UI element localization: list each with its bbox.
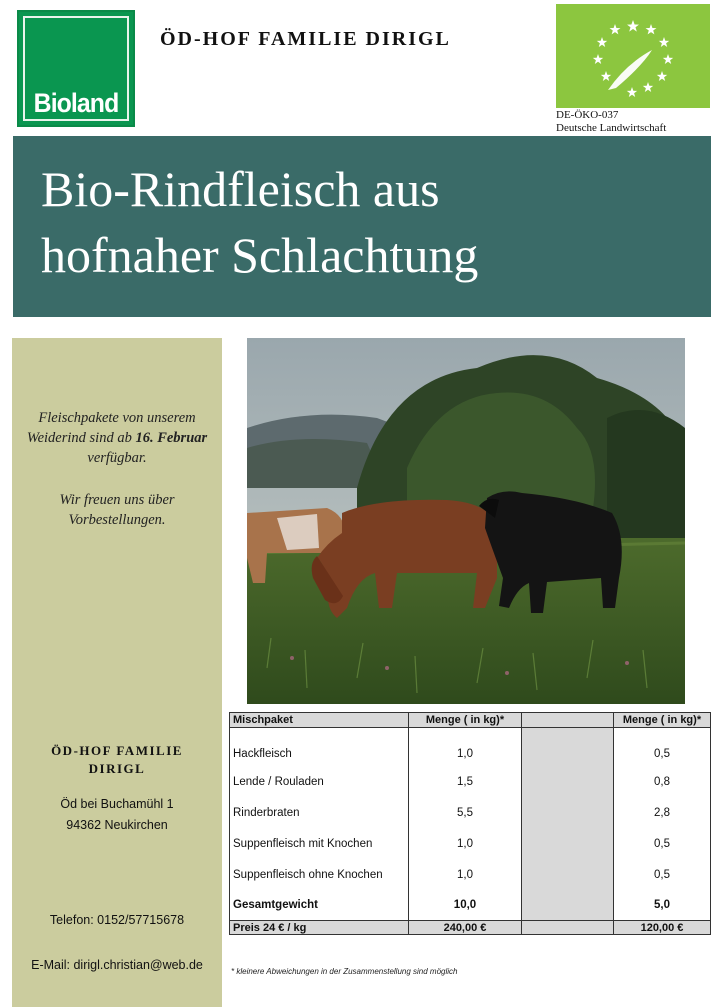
intro-text-end: verfügbar. bbox=[87, 450, 147, 466]
price-label: Preis 24 € / kg bbox=[230, 921, 409, 935]
sidebar-farm-name-line-2: DIRIGL bbox=[88, 761, 146, 776]
table-spacer bbox=[522, 798, 614, 829]
sidebar bbox=[12, 338, 222, 1007]
table-spacer bbox=[522, 860, 614, 891]
item-qty-small: 0,8 bbox=[614, 767, 711, 798]
table-row bbox=[230, 728, 711, 767]
cert-origin: Deutsche Landwirtschaft bbox=[556, 122, 667, 134]
item-qty-small: 0,5 bbox=[614, 728, 711, 767]
item-qty-small: 0,5 bbox=[614, 829, 711, 860]
total-label: Gesamtgewicht bbox=[230, 891, 409, 921]
item-name: Rinderbraten bbox=[230, 798, 409, 829]
item-qty-large: 5,5 bbox=[409, 798, 522, 829]
header-spacer bbox=[522, 713, 614, 728]
table-row bbox=[230, 798, 711, 829]
address-street: Öd bei Buchamühl 1 bbox=[60, 797, 174, 811]
table-row bbox=[230, 829, 711, 860]
headline-banner bbox=[13, 136, 711, 317]
item-name: Hackfleisch bbox=[230, 728, 409, 767]
cert-code: DE-ÖKO-037 bbox=[556, 109, 619, 121]
header-quantity-large: Menge ( in kg)* bbox=[409, 713, 522, 728]
table-spacer bbox=[522, 767, 614, 798]
bioland-logo bbox=[17, 10, 135, 127]
sidebar-farm-name-line-1: ÖD-HOF FAMILIE bbox=[51, 743, 183, 758]
cattle-pasture-image bbox=[247, 338, 685, 704]
meat-package-table bbox=[229, 712, 711, 935]
eu-organic-logo bbox=[556, 4, 710, 108]
total-row bbox=[230, 891, 711, 921]
item-qty-large: 1,5 bbox=[409, 767, 522, 798]
table-row bbox=[230, 767, 711, 798]
item-qty-large: 1,0 bbox=[409, 829, 522, 860]
item-qty-large: 1,0 bbox=[409, 860, 522, 891]
sidebar-farm-name bbox=[20, 742, 214, 778]
total-small: 5,0 bbox=[614, 891, 711, 921]
table-spacer bbox=[522, 728, 614, 767]
price-large: 240,00 € bbox=[409, 921, 522, 935]
preorder-text: Wir freuen uns über Vorbestellungen. bbox=[59, 492, 175, 528]
header-quantity-small: Menge ( in kg)* bbox=[614, 713, 711, 728]
intro-text-start: Fleischpakete von unserem Weiderind sind ab bbox=[26, 410, 196, 446]
email: E-Mail: dirigl.christian@web.de bbox=[31, 958, 203, 972]
item-qty-large: 1,0 bbox=[409, 728, 522, 767]
eu-organic-leaf-icon bbox=[556, 4, 710, 108]
headline-line-1: Bio-Rindfleisch aus bbox=[41, 161, 440, 217]
item-name: Suppenfleisch ohne Knochen bbox=[230, 860, 409, 891]
table-spacer bbox=[522, 921, 614, 935]
price-row bbox=[230, 921, 711, 935]
item-qty-small: 2,8 bbox=[614, 798, 711, 829]
footnote: * kleinere Abweichungen in der Zusammenstellung sind möglich bbox=[231, 967, 458, 976]
item-name: Suppenfleisch mit Knochen bbox=[230, 829, 409, 860]
phone: Telefon: 0152/57715678 bbox=[49, 913, 185, 927]
cow-photo bbox=[247, 338, 685, 704]
item-qty-small: 0,5 bbox=[614, 860, 711, 891]
farm-title: ÖD-HOF FAMILIE DIRIGL bbox=[160, 28, 451, 50]
intro-text bbox=[20, 408, 214, 468]
table-header-row bbox=[230, 713, 711, 728]
bioland-logo-text: Bioland bbox=[33, 88, 119, 118]
table-spacer bbox=[522, 829, 614, 860]
total-large: 10,0 bbox=[409, 891, 522, 921]
price-small: 120,00 € bbox=[614, 921, 711, 935]
address-city: 94362 Neukirchen bbox=[66, 818, 168, 832]
table-row bbox=[230, 860, 711, 891]
table-spacer bbox=[522, 891, 614, 921]
headline bbox=[41, 156, 701, 288]
address bbox=[20, 794, 214, 836]
item-name: Lende / Rouladen bbox=[230, 767, 409, 798]
headline-line-2: hofnaher Schlachtung bbox=[41, 227, 479, 283]
header-package: Mischpaket bbox=[230, 713, 409, 728]
intro-date: 16. Februar bbox=[135, 430, 208, 446]
